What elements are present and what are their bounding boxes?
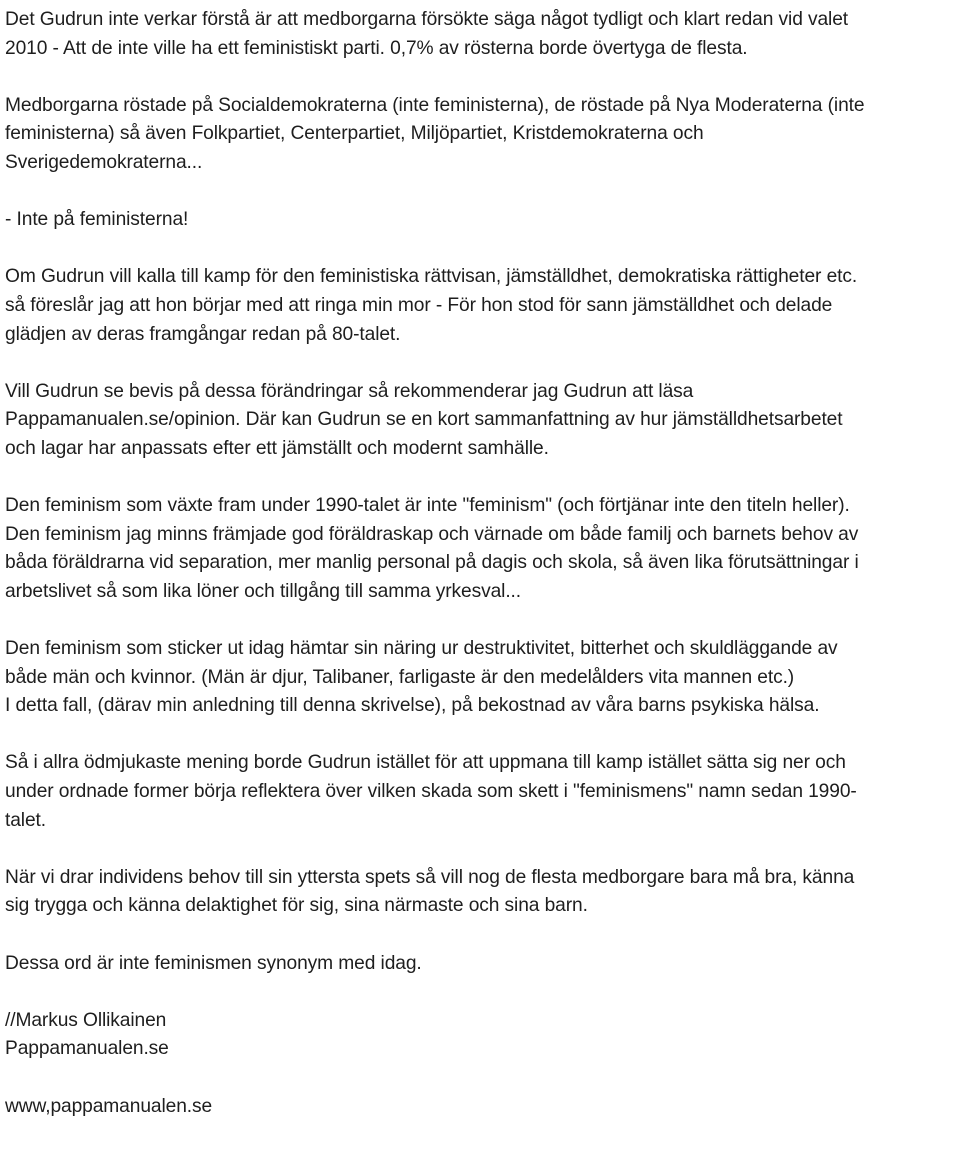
paragraph-3 — [5, 206, 955, 235]
website-text: www,pappamanualen.se — [5, 1095, 213, 1117]
website-line — [5, 1093, 955, 1122]
author-name: //Markus Ollikainen — [5, 1009, 167, 1031]
text-line: Den feminism jag minns främjade god föräldraskap och värnade om både familj och barnets behov av — [5, 523, 859, 545]
paragraph-9 — [5, 864, 955, 921]
paragraph-1 — [5, 6, 955, 63]
text-line: 2010 - Att de inte ville ha ett feministiskt parti. 0,7% av rösterna borde övertyga de flesta. — [5, 37, 748, 59]
text-line: både män och kvinnor. (Män är djur, Talibaner, farligaste är den medelålders vita mannen etc.) — [5, 666, 795, 688]
text-line: talet. — [5, 809, 46, 831]
paragraph-10 — [5, 950, 955, 979]
paragraph-8 — [5, 749, 955, 835]
text-line: Så i allra ödmjukaste mening borde Gudrun istället för att uppmana till kamp istället sätta sig ner och — [5, 752, 846, 774]
text-line: När vi drar individens behov till sin yttersta spets så vill nog de flesta medborgare bara må bra, känna — [5, 866, 855, 888]
text-line: Sverigedemokraterna... — [5, 151, 203, 173]
text-line: glädjen av deras framgångar redan på 80-talet. — [5, 323, 401, 345]
text-line: båda föräldrarna vid separation, mer manlig personal på dagis och skola, så även lika förutsättningar i — [5, 552, 859, 574]
text-line: sig trygga och känna delaktighet för sig, sina närmaste och sina barn. — [5, 895, 588, 917]
author-site: Pappamanualen.se — [5, 1038, 169, 1060]
document-body — [5, 6, 955, 1150]
paragraph-2 — [5, 92, 955, 178]
text-line: Vill Gudrun se bevis på dessa förändringar så rekommenderar jag Gudrun att läsa — [5, 380, 694, 402]
text-line: Om Gudrun vill kalla till kamp för den feministiska rättvisan, jämställdhet, demokratiska rättigheter etc. — [5, 266, 858, 288]
text-line: feministerna) så även Folkpartiet, Centerpartiet, Miljöpartiet, Kristdemokraterna och — [5, 123, 704, 145]
paragraph-4 — [5, 263, 955, 349]
text-line: Den feminism som sticker ut idag hämtar sin näring ur destruktivitet, bitterhet och skuldläggande av — [5, 638, 838, 660]
signature — [5, 1007, 955, 1064]
text-line: Den feminism som växte fram under 1990-talet är inte "feminism" (och förtjänar inte den titeln heller). — [5, 495, 850, 517]
paragraph-7 — [5, 635, 955, 721]
paragraph-6 — [5, 492, 955, 606]
text-line: - Inte på feministerna! — [5, 209, 189, 231]
text-line: I detta fall, (därav min anledning till denna skrivelse), på bekostnad av våra barns psykiska hälsa. — [5, 695, 820, 717]
text-line: Pappamanualen.se/opinion. Där kan Gudrun se en kort sammanfattning av hur jämställdhetsarbetet — [5, 409, 843, 431]
text-line: Medborgarna röstade på Socialdemokraterna (inte feministerna), de röstade på Nya Moderaterna (inte — [5, 94, 865, 116]
text-line: så föreslår jag att hon börjar med att ringa min mor - För hon stod för sann jämställdhet och delade — [5, 294, 833, 316]
text-line: Det Gudrun inte verkar förstå är att medborgarna försökte säga något tydligt och klart redan vid valet — [5, 9, 849, 30]
text-line: och lagar har anpassats efter ett jämställt och modernt samhälle. — [5, 437, 549, 459]
paragraph-5 — [5, 378, 955, 464]
text-line: Dessa ord är inte feminismen synonym med idag. — [5, 952, 422, 974]
text-line: under ordnade former börja reflektera över vilken skada som skett i "feminismens" namn sedan 1990- — [5, 781, 857, 803]
text-line: arbetslivet så som lika löner och tillgång till samma yrkesval... — [5, 580, 522, 602]
